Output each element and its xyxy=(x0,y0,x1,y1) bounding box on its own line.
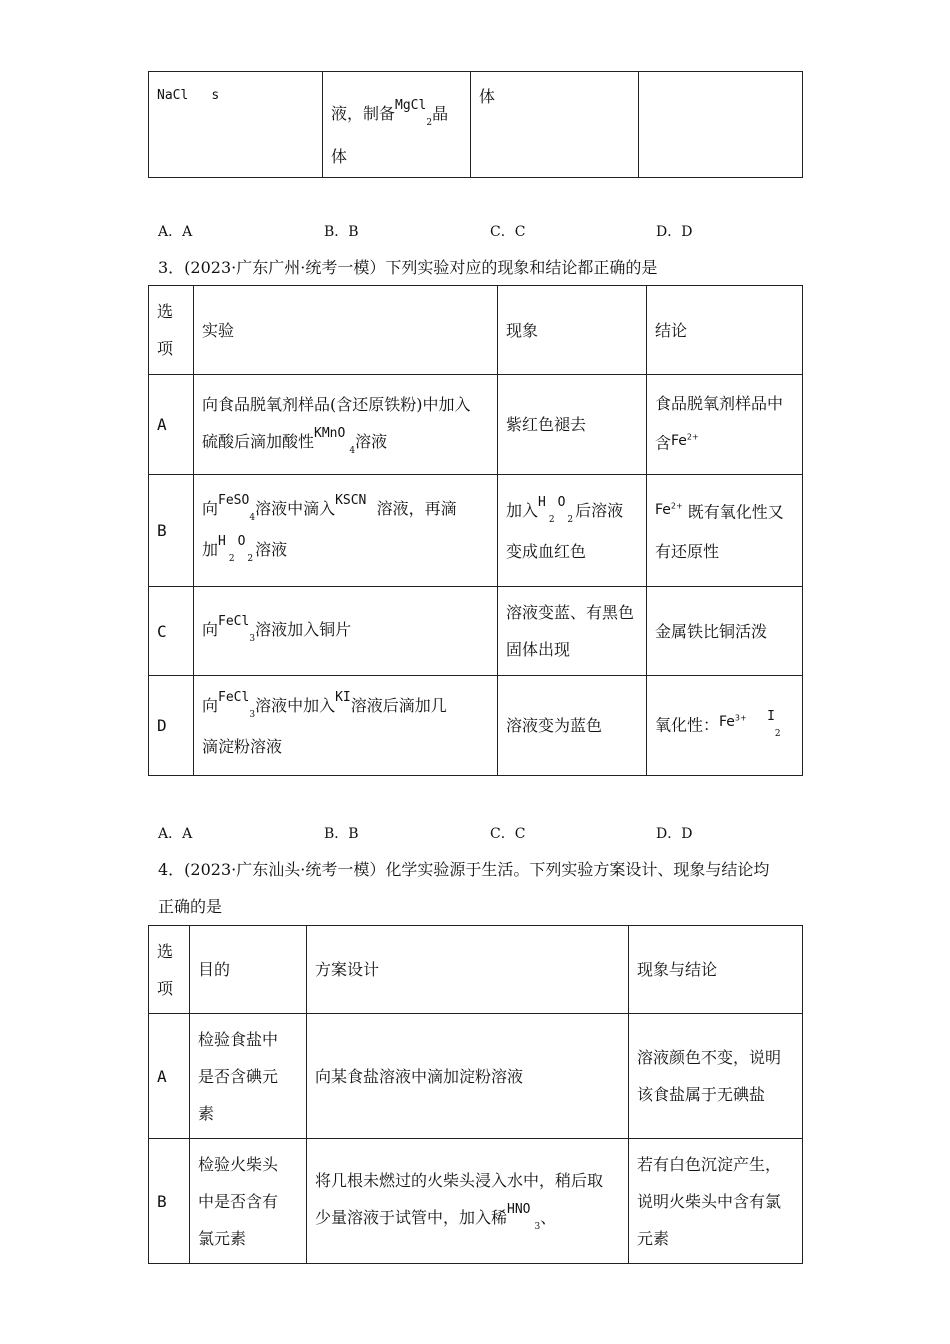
cell-purpose xyxy=(190,1014,307,1139)
cell-phenomenon: 溶液变为蓝色 xyxy=(498,676,647,776)
text: 项 xyxy=(157,339,174,358)
text: 检验食盐中 xyxy=(198,1029,279,1049)
table-row xyxy=(149,475,803,587)
text: 选 xyxy=(157,941,174,961)
text: 硫酸后滴加酸性 xyxy=(202,431,315,451)
text: 项 xyxy=(157,978,174,998)
header-conclusion: 结论 xyxy=(647,286,803,375)
text: 加入 xyxy=(506,500,539,520)
header-design: 方案设计 xyxy=(307,926,629,1014)
text: 溶液加入铜片 xyxy=(255,619,352,639)
table-q3 xyxy=(148,285,803,776)
header-option xyxy=(149,286,194,375)
formula-o: O xyxy=(557,494,566,510)
text: 变成血红色 xyxy=(506,541,587,561)
ion-charge: 2+ xyxy=(686,432,699,442)
text: 溶液 xyxy=(355,431,388,451)
text: 液，制备 xyxy=(331,104,396,123)
text: 加 xyxy=(202,539,219,559)
cell-result xyxy=(629,1139,803,1264)
text: 溶液变蓝、有黑色 xyxy=(506,603,635,622)
cell-experiment xyxy=(194,375,498,475)
subscript: 2 xyxy=(567,514,574,525)
text: 向 xyxy=(202,498,219,518)
table-row xyxy=(149,1139,803,1264)
table-row xyxy=(149,1014,803,1139)
text: 既有氧化性又 xyxy=(687,502,784,522)
formula-feso4: FeSO xyxy=(218,492,250,508)
formula-i2: I xyxy=(767,709,775,725)
formula-fecl3: FeCl xyxy=(218,689,250,705)
formula-nacl: NaCl xyxy=(157,88,189,103)
table-row xyxy=(149,587,803,676)
text: 溶液颜色不变，说明 xyxy=(637,1048,782,1067)
ion-fe2 xyxy=(655,502,683,518)
text: 体 xyxy=(331,147,348,166)
formula-ki: KI xyxy=(335,689,351,705)
formula-hno3: HNO xyxy=(507,1202,531,1217)
cell-conclusion: 金属铁比铜活泼 xyxy=(647,587,803,676)
text: 有还原性 xyxy=(655,541,720,561)
cell-experiment xyxy=(194,587,498,676)
cell-empty xyxy=(639,72,803,178)
subscript: 4 xyxy=(349,445,356,456)
ion-fe2 xyxy=(671,433,699,449)
text: 滴淀粉溶液 xyxy=(202,736,283,756)
text: 说明火柴头中含有氯 xyxy=(637,1191,782,1211)
text: 、 xyxy=(540,1208,557,1227)
header-phenomenon: 现象 xyxy=(498,286,647,375)
text: 溶液后滴加几 xyxy=(350,695,447,715)
formula-kmno4: KMnO xyxy=(314,425,346,441)
subscript: 2 xyxy=(228,553,235,564)
question-3-title: 3．(2023·广东广州·统考一模）下列实验对应的现象和结论都正确的是 xyxy=(158,258,658,277)
text: 素 xyxy=(198,1103,215,1123)
table-q4 xyxy=(148,925,803,1264)
text: 含 xyxy=(655,433,672,453)
cell-purpose xyxy=(190,1139,307,1264)
question-4-title xyxy=(158,851,798,925)
text: 氯元素 xyxy=(198,1228,247,1248)
text: 食品脱氧剂样品中 xyxy=(655,394,784,414)
header-purpose: 目的 xyxy=(190,926,307,1014)
text: 氧化性： xyxy=(655,715,720,735)
ion-symbol: Fe xyxy=(671,432,687,449)
subscript: 2 xyxy=(247,553,254,564)
option-a: A．A xyxy=(158,224,193,240)
option-a: A．A xyxy=(158,826,193,842)
row-label: D xyxy=(149,676,194,776)
table-continued xyxy=(148,71,803,178)
row-label: C xyxy=(149,587,194,676)
text: 向 xyxy=(202,619,219,639)
table-row xyxy=(149,375,803,475)
text: 中是否含有 xyxy=(198,1191,279,1211)
text-s: s xyxy=(211,88,220,103)
answer-options-q2 xyxy=(158,221,818,245)
subscript: 3 xyxy=(249,709,256,720)
subscript: 2 xyxy=(548,514,555,525)
row-label: A xyxy=(149,375,194,475)
option-d: D．D xyxy=(656,224,693,240)
subscript: 2 xyxy=(774,729,781,740)
subscript: 3 xyxy=(534,1222,541,1232)
formula-h: H xyxy=(538,494,546,510)
subscript: 4 xyxy=(249,512,256,523)
row-label: B xyxy=(149,475,194,587)
cell-conclusion xyxy=(647,676,803,776)
text: 固体出现 xyxy=(506,640,571,659)
cell-method xyxy=(323,72,471,178)
cell-design xyxy=(307,1139,629,1264)
cell-phenomenon: 紫红色褪去 xyxy=(498,375,647,475)
formula-mgcl2: MgCl xyxy=(395,98,427,113)
text: 后溶液 xyxy=(575,500,624,520)
subscript: 3 xyxy=(249,633,256,644)
text: 该食盐属于无碘盐 xyxy=(637,1085,766,1104)
option-c: C．C xyxy=(490,224,526,240)
option-b: B．B xyxy=(324,224,359,240)
cell-reagent xyxy=(149,72,323,178)
text: 是否含碘元 xyxy=(198,1066,279,1086)
text: 溶液中滴入 xyxy=(255,498,336,518)
option-c: C．C xyxy=(490,826,526,842)
text: 溶液 xyxy=(255,539,288,559)
formula-h: H xyxy=(218,533,226,549)
text: 向 xyxy=(202,695,219,715)
cell-phenomenon xyxy=(498,475,647,587)
text: 4．(2023·广东汕头·统考一模）化学实验源于生活。下列实验方案设计、现象与结论均 xyxy=(158,860,770,879)
option-b: B．B xyxy=(324,826,359,842)
header-option xyxy=(149,926,190,1014)
text: 选 xyxy=(157,302,174,321)
cell-conclusion xyxy=(647,375,803,475)
ion-symbol: Fe xyxy=(719,714,735,731)
header-experiment: 实验 xyxy=(194,286,498,375)
text: 若有白色沉淀产生， xyxy=(637,1154,782,1174)
cell-conclusion xyxy=(647,475,803,587)
table-header-row xyxy=(149,286,803,375)
ion-charge: 2+ xyxy=(670,501,683,511)
text: 检验火柴头 xyxy=(198,1154,279,1174)
text: 元素 xyxy=(637,1228,670,1248)
row-label: A xyxy=(149,1014,190,1139)
cell-design: 向某食盐溶液中滴加淀粉溶液 xyxy=(307,1014,629,1139)
text: 体 xyxy=(479,87,496,106)
text: 向食品脱氧剂样品(含还原铁粉)中加入 xyxy=(202,394,471,414)
text: 溶液，再滴 xyxy=(376,498,457,518)
text: 少量溶液于试管中，加入稀 xyxy=(315,1208,508,1227)
row-label: B xyxy=(149,1139,190,1264)
header-result: 现象与结论 xyxy=(629,926,803,1014)
text: 将几根未燃过的火柴头浸入水中，稍后取 xyxy=(315,1171,604,1190)
subscript: 2 xyxy=(426,118,433,128)
formula-kscn: KSCN xyxy=(335,492,367,508)
option-d: D．D xyxy=(656,826,693,842)
table-header-row xyxy=(149,926,803,1014)
ion-charge: 3+ xyxy=(734,713,747,723)
cell-result xyxy=(629,1014,803,1139)
text: 正确的是 xyxy=(158,897,223,916)
formula-o: O xyxy=(237,533,246,549)
ion-symbol: Fe xyxy=(655,501,671,518)
cell-experiment xyxy=(194,475,498,587)
text: 晶 xyxy=(432,104,449,123)
cell-phenomenon xyxy=(498,587,647,676)
answer-options-q3 xyxy=(158,823,818,847)
table-row xyxy=(149,676,803,776)
cell-result xyxy=(471,72,639,178)
ion-fe3 xyxy=(719,714,747,730)
cell-experiment xyxy=(194,676,498,776)
formula-fecl3: FeCl xyxy=(218,613,250,629)
text: 溶液中加入 xyxy=(255,695,336,715)
